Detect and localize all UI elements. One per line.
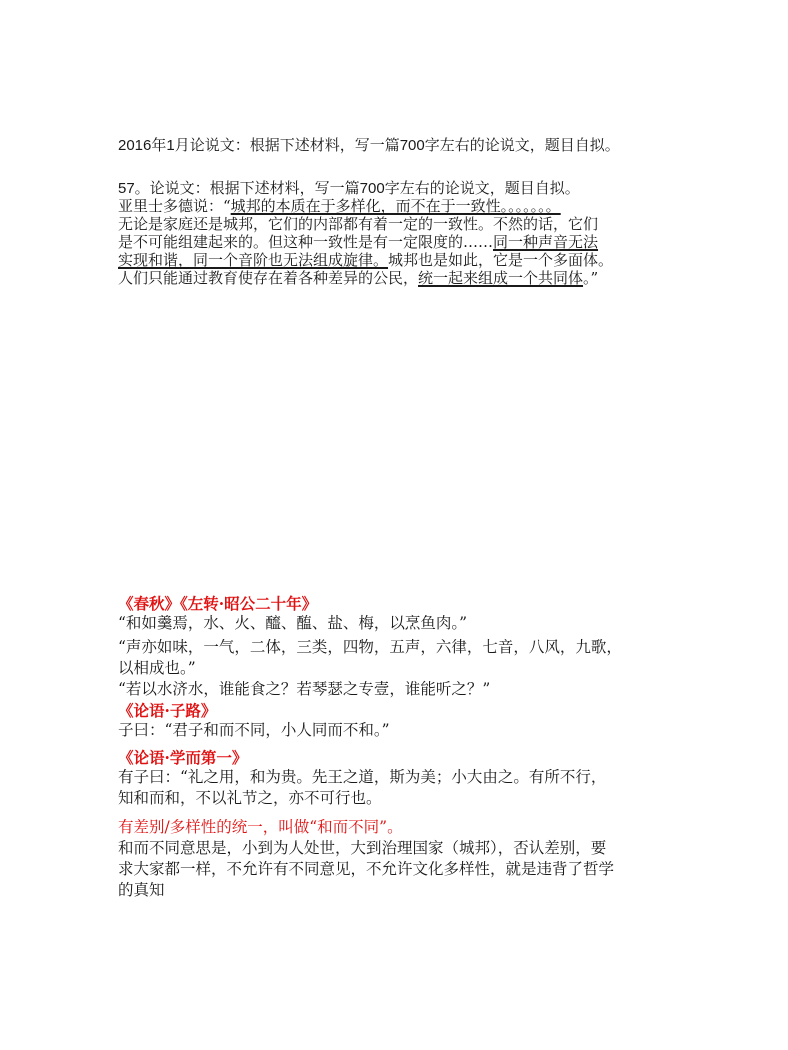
chunqiu-section <box>118 592 622 700</box>
zilu-section <box>118 699 390 741</box>
question-line <box>118 197 613 215</box>
quote-line: 知和而和，不以礼节之，亦不可行也。 <box>118 789 382 807</box>
section-title: 《春秋》《左转·昭公二十年》 <box>118 594 318 613</box>
summary-title: 有差别/多样性的统一，叫做“和而不同”。 <box>118 818 403 836</box>
underlined-quote: 同一种声音无法 <box>493 233 599 251</box>
question-text: 人们只能通过教育使存在着各种差异的公民， <box>118 269 419 287</box>
quote-line: 有子曰：“礼之用，和为贵。先王之道，斯为美；小大由之。有所不行， <box>118 768 607 786</box>
underlined-quote: 城邦的本质在于多样化，而不在于一致性。。。。。。。 <box>230 197 561 215</box>
summary-line: 和而不同意思是，小到为人处世，大到治理国家（城邦），否认差别，要 <box>118 839 607 857</box>
question-block <box>118 177 613 287</box>
question-line <box>118 251 613 269</box>
quote-intro: 亚里士多德说：“ <box>118 197 231 215</box>
quote-line: “若以水济水，谁能食之？若琴瑟之专壹，谁能听之？” <box>118 680 491 698</box>
question-text: 。” <box>583 269 599 287</box>
xueer-section <box>118 746 606 809</box>
quote-line: “声亦如味，一气，二体，三类，四物，五声，六律，七音，八风，九歌， <box>118 638 622 656</box>
question-text: 城邦也是如此，它是一个多面体。 <box>388 251 614 269</box>
question-line <box>118 269 613 287</box>
summary-line: 求大家都一样，不允许有不同意见，不允许文化多样性，就是违背了哲学 <box>118 860 615 878</box>
question-text: 是不可能组建起来的。但这种一致性是有一定限度的…… <box>118 233 494 251</box>
question-title: 57。论说文：根据下述材料，写一篇700字左右的论说文，题目自拟。 <box>118 180 580 197</box>
exam-header-line: 2016年1月论说文：根据下述材料，写一篇700字左右的论说文，题目自拟。 <box>118 137 620 154</box>
underlined-quote: 统一起来组成一个共同体 <box>418 269 584 287</box>
quote-line: 以相成也。” <box>118 659 196 677</box>
summary-line: 的真知 <box>118 881 165 899</box>
section-title: 《论语·子路》 <box>118 701 217 720</box>
quote-line: 子曰：“君子和而不同，小人同而不和。” <box>118 721 390 739</box>
summary-section <box>118 815 614 901</box>
quote-line: “和如羹焉，水、火、醯、醢、盐、梅，以烹鱼肉。” <box>118 614 468 632</box>
question-line: 无论是家庭还是城邦，它们的内部都有着一定的一致性。不然的话，它们 <box>118 215 599 233</box>
question-line <box>118 233 613 251</box>
underlined-quote: 实现和谐，同一个音阶也无法组成旋律。 <box>118 251 389 269</box>
section-title: 《论语·学而第一》 <box>118 748 248 767</box>
